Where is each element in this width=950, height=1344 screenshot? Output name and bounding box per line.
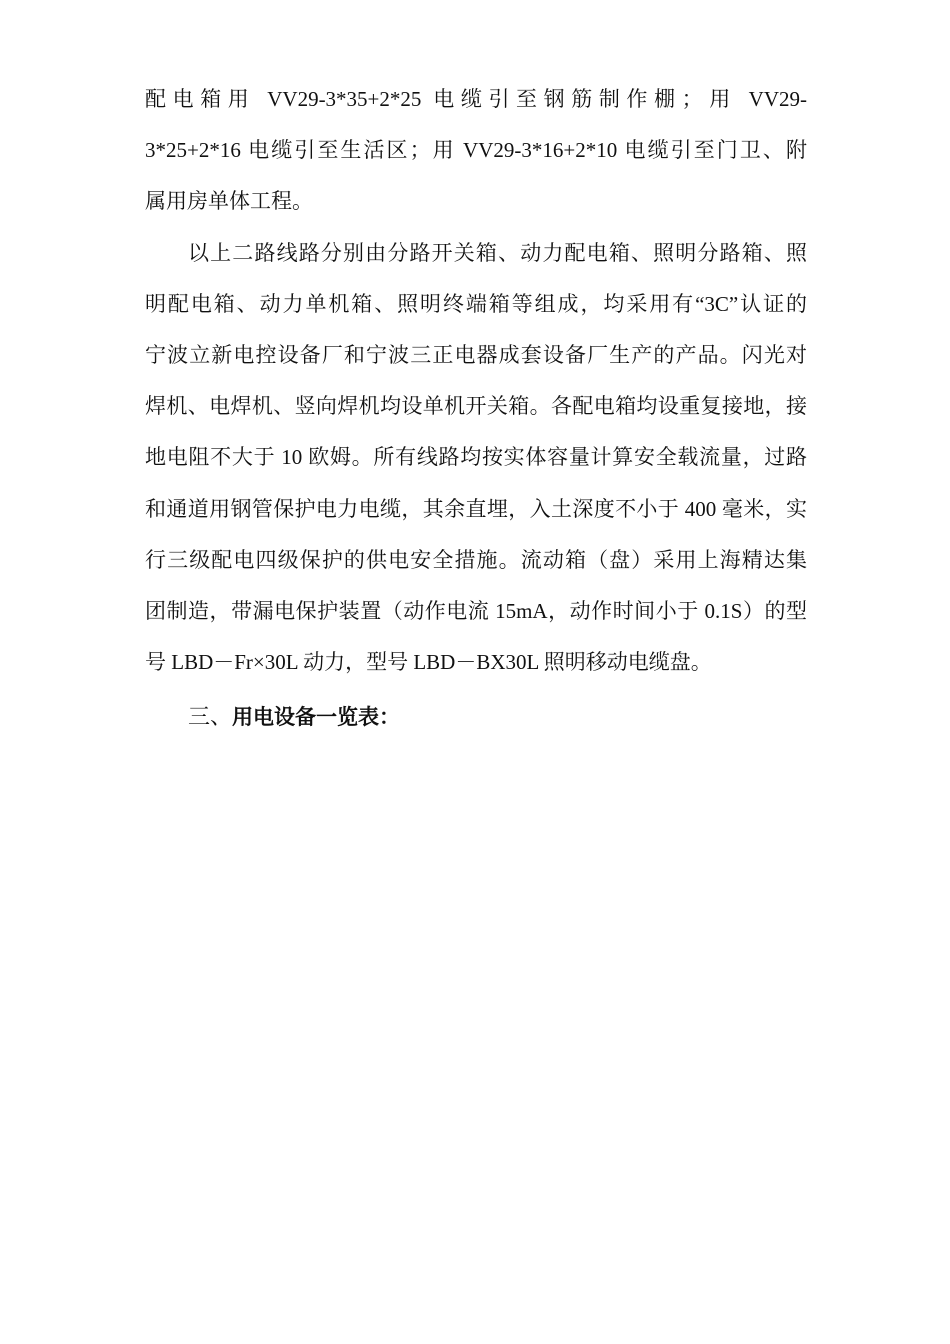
paragraph-line: 明配电箱、动力单机箱、照明终端箱等组成，均采用有“3C”认证的 — [145, 291, 807, 316]
paragraph-line: 以上二路线路分别由分路开关箱、动力配电箱、照明分路箱、照 — [188, 240, 807, 265]
section-number: 三、 — [188, 704, 233, 730]
paragraph-line: 地电阻不大于 10 欧姆。所有线路均按实体容量计算安全载流量，过路 — [145, 445, 807, 470]
document-body — [145, 74, 807, 742]
paragraph-line: 3*25+2*16 电缆引至生活区；用 VV29-3*16+2*10 电缆引至门卫、附 — [145, 138, 807, 163]
paragraph-cable-routing — [145, 74, 807, 228]
paragraph-line: 和通道用钢管保护电力电缆，其余直埋，入土深度不小于 400 毫米，实 — [145, 496, 807, 521]
section-title: 用电设备一览表： — [232, 705, 401, 730]
section-heading — [145, 691, 807, 742]
paragraph-line: 焊机、电焊机、竖向焊机均设单机开关箱。各配电箱均设重复接地，接 — [145, 394, 807, 419]
paragraph-distribution-boxes — [145, 228, 807, 689]
paragraph-line: 宁波立新电控设备厂和宁波三正电器成套设备厂生产的产品。闪光对 — [145, 342, 807, 367]
paragraph-line: 行三级配电四级保护的供电安全措施。流动箱（盘）采用上海精达集 — [145, 547, 807, 572]
paragraph-line: 团制造，带漏电保护装置（动作电流 15mA，动作时间小于 0.1S）的型 — [145, 598, 807, 623]
paragraph-line: 号 LBD－Fr×30L 动力，型号 LBD－BX30L 照明移动电缆盘。 — [145, 650, 712, 675]
paragraph-line: 属用房单体工程。 — [145, 189, 313, 214]
paragraph-line: 配电箱用 VV29-3*35+2*25 电缆引至钢筋制作棚；用 VV29- — [145, 87, 807, 111]
